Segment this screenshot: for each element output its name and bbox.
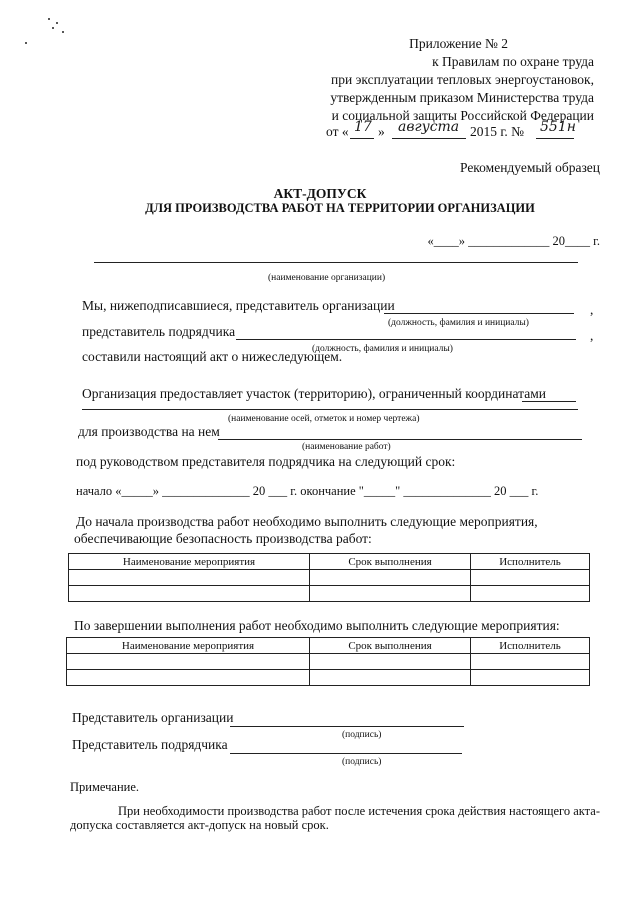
table1-header-executor: Исполнитель — [471, 554, 590, 570]
order-number-underline — [536, 138, 574, 139]
org-rep-line — [384, 313, 574, 314]
caption-org-name: (наименование организации) — [268, 273, 386, 283]
doc-title: АКТ-ДОПУСК — [273, 186, 367, 201]
caption-position-1: (должность, фамилия и инициалы) — [388, 318, 529, 328]
table2-header-deadline: Срок выполнения — [310, 638, 471, 654]
text-before-start-1: До начала производства работ необходимо выполнить следующие мероприятия, — [76, 514, 538, 529]
measures-before-table — [68, 553, 590, 602]
caption-signature-2: (подпись) — [342, 757, 382, 767]
measures-after-table — [66, 637, 590, 686]
text-after-finish: По завершении выполнения работ необходимо выполнить следующие мероприятия: — [74, 618, 560, 633]
appendix-order-number: 551н — [540, 119, 576, 135]
table-row — [67, 654, 590, 670]
caption-works: (наименование работ) — [302, 442, 391, 452]
table-cell — [67, 670, 310, 686]
coords-line-1 — [522, 401, 576, 402]
works-line — [218, 439, 582, 440]
appendix-date-prefix: от « — [326, 124, 349, 139]
text-contractor-rep: представитель подрядчика — [82, 324, 236, 339]
table-row — [69, 586, 590, 602]
appendix-line4: и социальной защиты Российской Федерации — [331, 108, 594, 123]
text-org-rep-signature: Представитель организации — [72, 710, 234, 725]
coords-line-2 — [82, 409, 578, 410]
scan-speck — [56, 22, 58, 24]
appendix-line3: утвержденным приказом Министерства труда — [330, 90, 594, 105]
appendix-date-mid: » — [378, 124, 385, 139]
table2-header-executor: Исполнитель — [471, 638, 590, 654]
table1-header-deadline: Срок выполнения — [310, 554, 471, 570]
appendix-line1: к Правилам по охране труда — [432, 54, 594, 69]
table-cell — [67, 654, 310, 670]
note-title: Примечание. — [70, 780, 140, 794]
text-we-signed: Мы, нижеподписавшиеся, представитель организации — [82, 298, 395, 313]
doc-subtitle: ДЛЯ ПРОИЗВОДСТВА РАБОТ НА ТЕРРИТОРИИ ОРГАНИЗАЦИИ — [145, 201, 535, 215]
contractor-rep-line — [236, 339, 576, 340]
table-cell — [471, 570, 590, 586]
org-signature-line — [230, 726, 464, 727]
text-before-start-2: обеспечивающие безопасность производства работ: — [74, 531, 372, 546]
table-cell — [69, 586, 310, 602]
text-start-end: начало «_____» ______________ 20 ___ г. окончание "_____" ______________ 20 ___ г. — [76, 484, 539, 498]
caption-signature-1: (подпись) — [342, 730, 382, 740]
table-row — [69, 570, 590, 586]
caption-axes: (наименование осей, отметок и номер чертежа) — [228, 414, 420, 424]
org-name-line — [94, 262, 578, 263]
appendix-line2: при эксплуатации тепловых энергоустановок, — [331, 72, 594, 87]
table-cell — [310, 670, 471, 686]
text-composed: составили настоящий акт о нижеследующем. — [82, 349, 343, 364]
scan-speck — [52, 27, 54, 29]
table-cell — [471, 670, 590, 686]
table-cell — [69, 570, 310, 586]
text-contractor-signature: Представитель подрядчика — [72, 737, 228, 752]
text-org-provides: Организация предоставляет участок (территорию), ограниченный координатами — [82, 386, 546, 401]
table1-header-name: Наименование мероприятия — [69, 554, 310, 570]
table-row — [67, 670, 590, 686]
appendix-title: Приложение № 2 — [409, 36, 508, 51]
appendix-date-month: августа — [398, 119, 460, 135]
text-under-guidance: под руководством представителя подрядчика на следующий срок: — [76, 454, 456, 469]
sample-label: Рекомендуемый образец — [459, 160, 600, 175]
table-cell — [310, 586, 471, 602]
day-underline — [350, 138, 374, 139]
doc-date-line: «____» _____________ 20____ г. — [427, 234, 600, 248]
appendix-date-day: 17 — [354, 119, 372, 135]
table-cell — [310, 654, 471, 670]
scan-speck — [48, 18, 50, 20]
contractor-signature-line — [230, 753, 462, 754]
scan-speck — [25, 42, 27, 44]
month-underline — [392, 138, 466, 139]
note-text-1: При необходимости производства работ после истечения срока действия настоящего акта- — [118, 804, 601, 818]
comma-2: , — [590, 328, 594, 343]
table-cell — [471, 654, 590, 670]
appendix-date-year: 2015 г. № — [470, 124, 525, 139]
caption-position-2: (должность, фамилия и инициалы) — [312, 344, 453, 354]
table-cell — [310, 570, 471, 586]
table-cell — [471, 586, 590, 602]
text-for-works: для производства на нем — [78, 424, 220, 439]
comma-1: , — [590, 302, 594, 317]
note-text-2: допуска составляется акт-допуск на новый срок. — [70, 818, 329, 832]
scan-speck — [62, 31, 64, 33]
table2-header-name: Наименование мероприятия — [67, 638, 310, 654]
